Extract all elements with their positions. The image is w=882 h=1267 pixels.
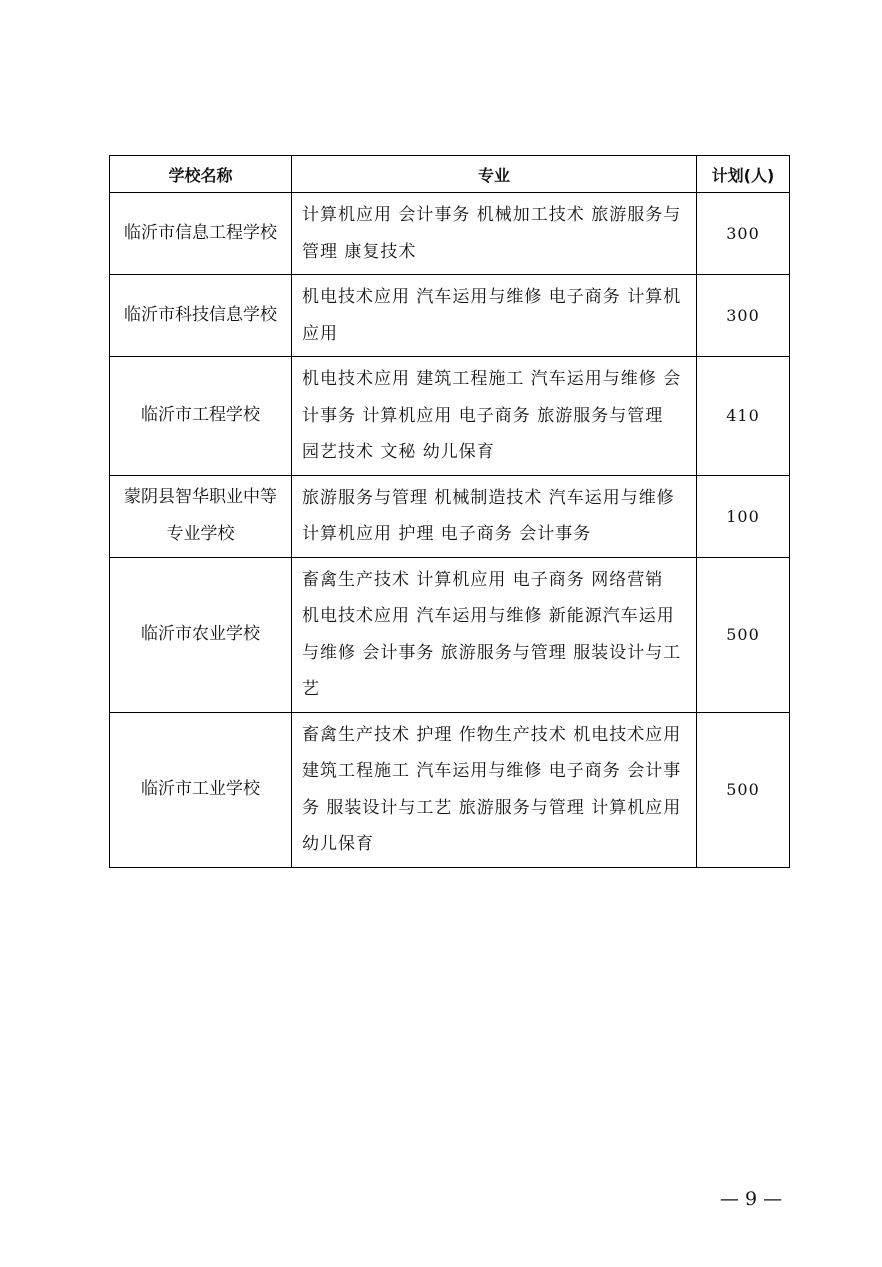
table-row — [110, 475, 790, 557]
plan-count-cell: 100 — [697, 475, 790, 557]
table-header-row — [110, 156, 790, 193]
majors-cell: 机电技术应用 汽车运用与维修 电子商务 计算机应用 — [292, 275, 697, 357]
school-name-cell: 临沂市科技信息学校 — [110, 275, 292, 357]
school-name-cell: 临沂市工程学校 — [110, 357, 292, 476]
majors-cell: 旅游服务与管理 机械制造技术 汽车运用与维修 计算机应用 护理 电子商务 会计事务 — [292, 475, 697, 557]
majors-cell: 计算机应用 会计事务 机械加工技术 旅游服务与管理 康复技术 — [292, 193, 697, 275]
table-row — [110, 193, 790, 275]
table-row — [110, 557, 790, 712]
header-major: 专业 — [292, 156, 697, 193]
table-row — [110, 275, 790, 357]
plan-count-cell: 500 — [697, 557, 790, 712]
majors-cell: 畜禽生产技术 护理 作物生产技术 机电技术应用 建筑工程施工 汽车运用与维修 电子商务 会计事务 服装设计与工艺 旅游服务与管理 计算机应用 幼儿保育 — [292, 712, 697, 867]
plan-count-cell: 300 — [697, 193, 790, 275]
majors-cell: 机电技术应用 建筑工程施工 汽车运用与维修 会计事务 计算机应用 电子商务 旅游服务与管理 园艺技术 文秘 幼儿保育 — [292, 357, 697, 476]
school-name-cell: 临沂市工业学校 — [110, 712, 292, 867]
table-row — [110, 357, 790, 476]
header-school-name: 学校名称 — [110, 156, 292, 193]
school-name-cell: 临沂市农业学校 — [110, 557, 292, 712]
majors-cell: 畜禽生产技术 计算机应用 电子商务 网络营销 机电技术应用 汽车运用与维修 新能源汽车运用与维修 会计事务 旅游服务与管理 服装设计与工艺 — [292, 557, 697, 712]
plan-count-cell: 500 — [697, 712, 790, 867]
plan-count-cell: 300 — [697, 275, 790, 357]
school-name-cell: 临沂市信息工程学校 — [110, 193, 292, 275]
page-number: — 9 — — [719, 1188, 783, 1210]
header-plan-count: 计划(人) — [697, 156, 790, 193]
enrollment-plan-table — [109, 155, 790, 868]
school-name-cell: 蒙阴县智华职业中等专业学校 — [110, 475, 292, 557]
plan-count-cell: 410 — [697, 357, 790, 476]
table-row — [110, 712, 790, 867]
